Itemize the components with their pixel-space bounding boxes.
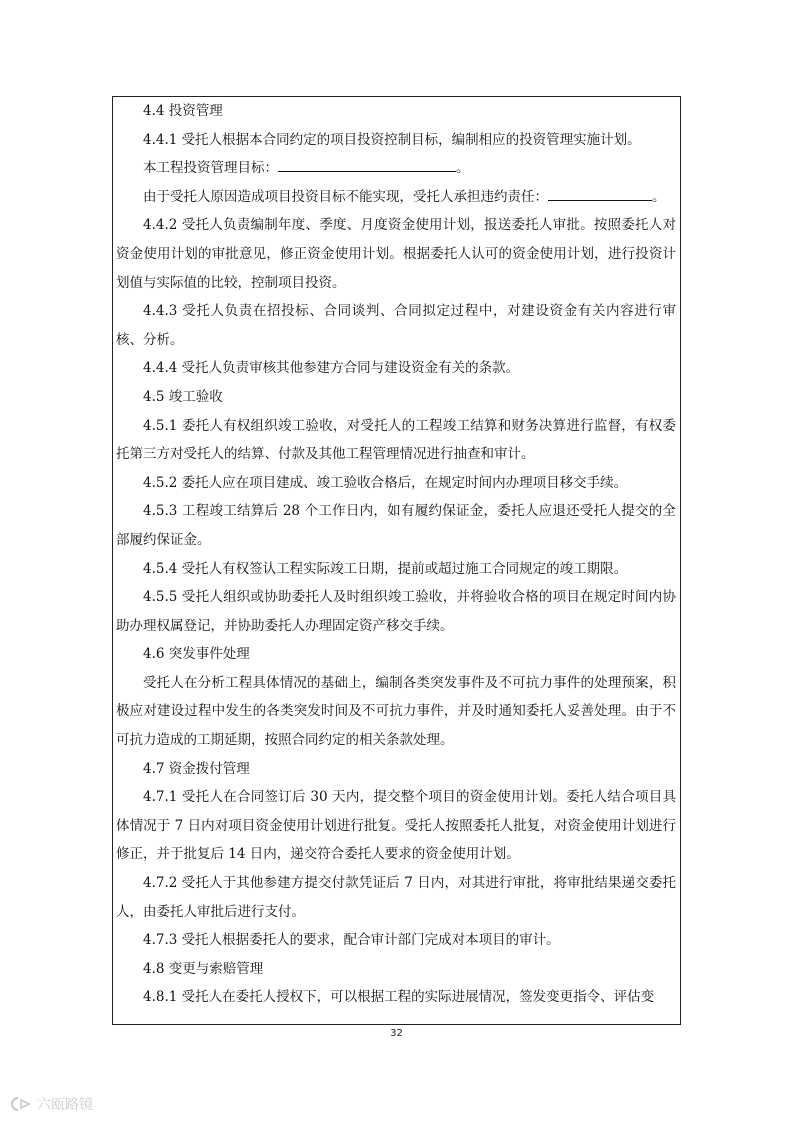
liability-tail: 。 bbox=[652, 188, 666, 205]
investment-goal-label: 本工程投资管理目标： bbox=[143, 160, 278, 177]
clause-4-4-1: 4.4.1 受托人根据本合同约定的项目投资控制目标，编制相应的投资管理实施计划。 bbox=[143, 131, 641, 148]
liability-line bbox=[116, 183, 676, 212]
liability-label: 由于受托人原因造成项目投资目标不能实现，受托人承担违约责任： bbox=[143, 188, 548, 205]
clause-4-5-5: 4.5.5 受托人组织或协助委托人及时组织竣工验收，并将验收合格的项目在规定时间内协助办理权属登记，并协助委托人办理固定资产移交手续。 bbox=[116, 589, 676, 634]
clause-4-4-2: 4.4.2 受托人负责编制年度、季度、月度资金使用计划，报送委托人审批。按照委托人对资金使用计划的审批意见，修正资金使用计划。根据委托人认可的资金使用计划，进行投资计划值与实际值的比较，控制项目投资。 bbox=[116, 217, 676, 291]
clause-4-7-2: 4.7.2 受托人于其他参建方提交付款凭证后 7 日内，对其进行审批，将审批结果递交委托人，由委托人审批后进行支付。 bbox=[116, 875, 676, 920]
watermark-logo-icon bbox=[8, 1095, 34, 1113]
investment-goal-blank bbox=[278, 158, 456, 173]
watermark-text: 六瓯路镜 bbox=[37, 1097, 93, 1113]
clause-4-4-3: 4.4.3 受托人负责在招投标、合同谈判、合同拟定过程中，对建设资金有关内容进行审核、分析。 bbox=[116, 303, 676, 348]
clause-4-5-4: 4.5.4 受托人有权签认工程实际竣工日期，提前或超过施工合同规定的竣工期限。 bbox=[143, 560, 628, 577]
liability-blank bbox=[548, 186, 652, 201]
document-body bbox=[116, 97, 676, 1012]
section-heading-4-6: 4.6 突发事件处理 bbox=[143, 646, 250, 663]
section-heading-4-5: 4.5 竣工验收 bbox=[143, 388, 223, 405]
section-heading-4-7: 4.7 资金拨付管理 bbox=[143, 760, 250, 777]
investment-goal-tail: 。 bbox=[456, 160, 470, 177]
watermark bbox=[8, 1094, 93, 1114]
clause-4-5-2: 4.5.2 委托人应在项目建成、竣工验收合格后，在规定时间内办理项目移交手续。 bbox=[143, 474, 628, 491]
investment-goal-line bbox=[116, 154, 676, 183]
clause-4-5-1: 4.5.1 委托人有权组织竣工验收，对受托人的工程竣工结算和财务决算进行监督，有权委托第三方对受托人的结算、付款及其他工程管理情况进行抽查和审计。 bbox=[116, 417, 676, 463]
page-number: 32 bbox=[390, 1028, 403, 1039]
clause-4-5-3: 4.5.3 工程竣工结算后 28 个工作日内，如有履约保证金，委托人应退还受托人提交的全部履约保证金。 bbox=[116, 503, 676, 548]
section-heading-4-4: 4.4 投资管理 bbox=[143, 103, 223, 119]
clause-4-4-4: 4.4.4 受托人负责审核其他参建方合同与建设资金有关的条款。 bbox=[143, 360, 520, 377]
clause-4-7-1: 4.7.1 受托人在合同签订后 30 天内，提交整个项目的资金使用计划。委托人结合项目具体情况于 7 日内对项目资金使用计划进行批复。受托人按照委托人批复，对资金使用计划进行修正，并于批复后 14 日内，递交符合委托人要求的资金使用计划。 bbox=[116, 789, 676, 863]
clause-4-6: 受托人在分析工程具体情况的基础上，编制各类突发事件及不可抗力事件的处理预案，积极应对建设过程中发生的各类突发时间及不可抗力事件，并及时通知委托人妥善处理。由于不可抗力造成的工期延期，按照合同约定的相关条款处理。 bbox=[116, 674, 676, 749]
clause-4-8-1: 4.8.1 受托人在委托人授权下，可以根据工程的实际进展情况，签发变更指令、评估变 bbox=[143, 989, 655, 1006]
section-heading-4-8: 4.8 变更与索赔管理 bbox=[143, 960, 264, 977]
clause-4-7-3: 4.7.3 受托人根据委托人的要求，配合审计部门完成对本项目的审计。 bbox=[143, 932, 560, 949]
